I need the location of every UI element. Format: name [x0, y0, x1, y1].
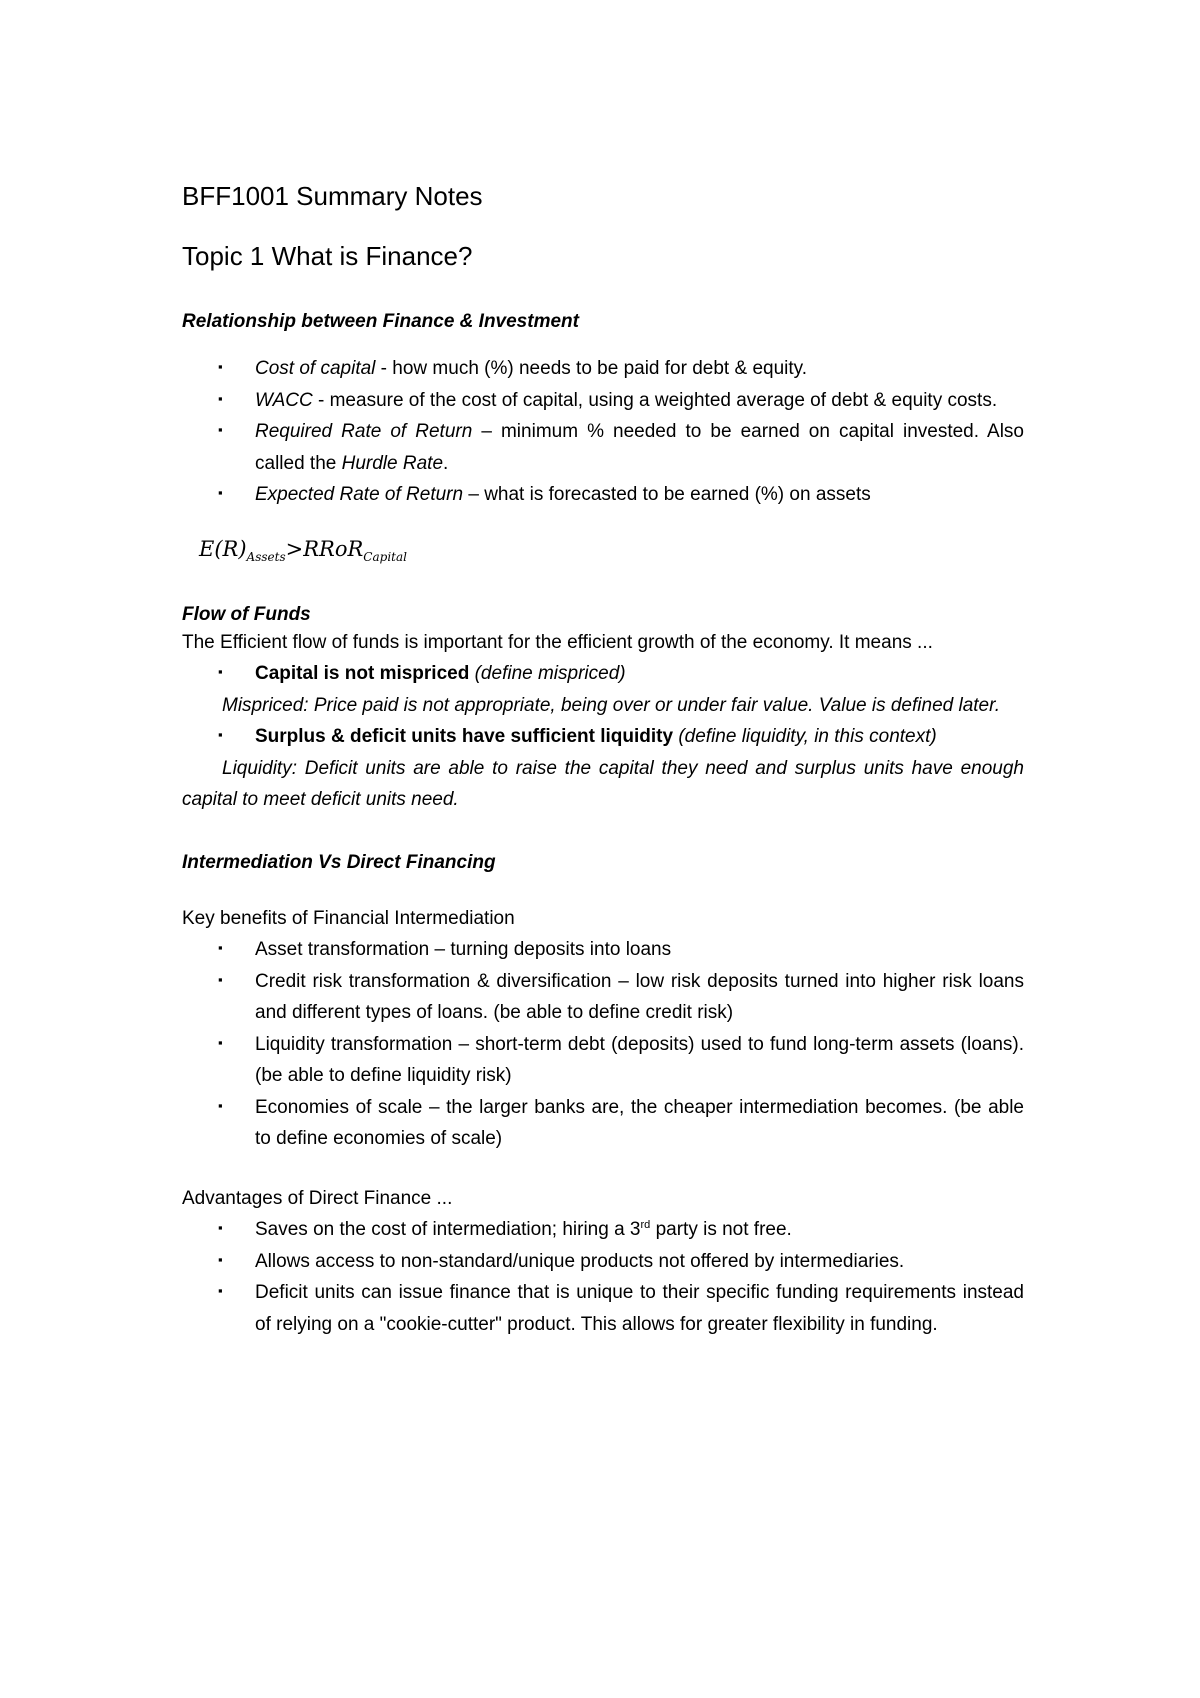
term-expected-rate-of-return: Expected Rate of Return — [255, 484, 464, 505]
item-tail: . — [443, 452, 449, 474]
page-content — [182, 170, 1024, 1340]
definition-mispriced: Mispriced: Price paid is not appropriate, being over or under fair value. Value is defined later. — [222, 694, 1001, 716]
finance-investment-list — [182, 353, 1024, 511]
list-item — [182, 966, 1024, 1029]
section-heading-flow-of-funds: Flow of Funds — [182, 603, 311, 625]
list-item — [182, 353, 1024, 385]
advantage-text: Saves on the cost of intermediation; hiring a 3 — [255, 1219, 641, 1240]
list-item — [182, 934, 1024, 966]
formula-lhs: E(R) — [199, 536, 247, 561]
item-text: - measure of the cost of capital, using a weighted average of debt & equity costs. — [312, 389, 998, 411]
list-item — [182, 1277, 1024, 1340]
formula-lhs-subscript: Assets — [246, 549, 286, 564]
item-text: – minimum % needed to be earned on capital invested. Also called the — [255, 421, 1024, 474]
point-note: (define liquidity, in this context) — [673, 726, 937, 747]
benefit-text: Asset transformation – turning deposits into loans — [255, 939, 672, 960]
list-item — [182, 1092, 1024, 1155]
term-required-rate-of-return: Required Rate of Return — [255, 421, 473, 442]
section-heading-intermediation: Intermediation Vs Direct Financing — [182, 851, 496, 873]
definition-liquidity: Liquidity: Deficit units are able to raise the capital they need and surplus units have enough capital to meet deficit units need. — [182, 757, 1024, 810]
formula-operator: > — [285, 536, 304, 561]
advantage-text: Deficit units can issue finance that is unique to their specific funding requirements instead of relying on a "cookie-cutter" product. This allows for greater flexibility in funding. — [255, 1282, 1024, 1335]
bullet-icon: ▪ — [218, 971, 223, 987]
bullet-icon: ▪ — [218, 359, 223, 374]
item-text: - how much (%) needs to be paid for debt & equity. — [375, 358, 808, 379]
bullet-icon: ▪ — [218, 485, 223, 500]
advantage-text-tail: party is not free. — [650, 1219, 792, 1240]
term-wacc: WACC — [255, 389, 313, 411]
formula-rhs: RRoR — [303, 536, 364, 561]
advantages-title: Advantages of Direct Finance ... — [182, 1187, 453, 1209]
bullet-icon: ▪ — [218, 1034, 223, 1050]
bullet-icon: ▪ — [218, 1283, 223, 1298]
bullet-icon: ▪ — [218, 664, 223, 679]
ordinal-suffix: rd — [640, 1219, 651, 1231]
point-sufficient-liquidity: Surplus & deficit units have sufficient liquidity — [255, 726, 674, 747]
document-title: BFF1001 Summary Notes — [182, 181, 483, 211]
list-item — [182, 385, 1024, 417]
list-item — [182, 416, 1024, 479]
benefit-text: Credit risk transformation & diversification – low risk deposits turned into higher risk loans and different types of loans. (be able to define credit risk) — [255, 970, 1024, 1023]
list-item — [182, 479, 1024, 511]
benefits-list — [182, 934, 1024, 1155]
return-formula — [199, 533, 1024, 573]
section-heading-finance-investment: Relationship between Finance & Investment — [182, 311, 579, 332]
list-item — [182, 658, 1024, 690]
benefit-text: Liquidity transformation – short-term debt (deposits) used to fund long-term assets (loans). (be able to define liquidity risk) — [255, 1033, 1024, 1086]
benefit-text: Economies of scale – the larger banks are, the cheaper intermediation becomes. (be able to define economies of scale) — [255, 1096, 1024, 1149]
list-item — [182, 1246, 1024, 1278]
flow-of-funds-intro: The Efficient flow of funds is important for the efficient growth of the economy. It means ... — [182, 631, 933, 653]
advantage-text: Allows access to non-standard/unique products not offered by intermediaries. — [255, 1250, 905, 1272]
list-item — [182, 1214, 1024, 1246]
bullet-icon: ▪ — [218, 940, 223, 955]
bullet-icon: ▪ — [218, 1251, 223, 1267]
bullet-icon: ▪ — [218, 727, 223, 742]
list-item — [182, 721, 1024, 753]
item-text: – what is forecasted to be earned (%) on assets — [463, 484, 871, 505]
flow-of-funds-list-2 — [182, 721, 1024, 753]
point-note: (define mispriced) — [469, 663, 626, 684]
point-capital-not-mispriced: Capital is not mispriced — [255, 663, 470, 684]
formula-rhs-subscript: Capital — [363, 549, 407, 564]
bullet-icon: ▪ — [218, 1220, 223, 1235]
bullet-icon: ▪ — [218, 390, 223, 406]
bullet-icon: ▪ — [218, 1097, 223, 1113]
advantages-list — [182, 1214, 1024, 1340]
bullet-icon: ▪ — [218, 422, 223, 437]
term-cost-of-capital: Cost of capital — [255, 358, 376, 379]
term-hurdle-rate: Hurdle Rate — [341, 452, 444, 474]
benefits-title: Key benefits of Financial Intermediation — [182, 907, 515, 929]
list-item — [182, 1029, 1024, 1092]
flow-of-funds-list — [182, 658, 1024, 690]
topic-title: Topic 1 What is Finance? — [182, 241, 473, 271]
